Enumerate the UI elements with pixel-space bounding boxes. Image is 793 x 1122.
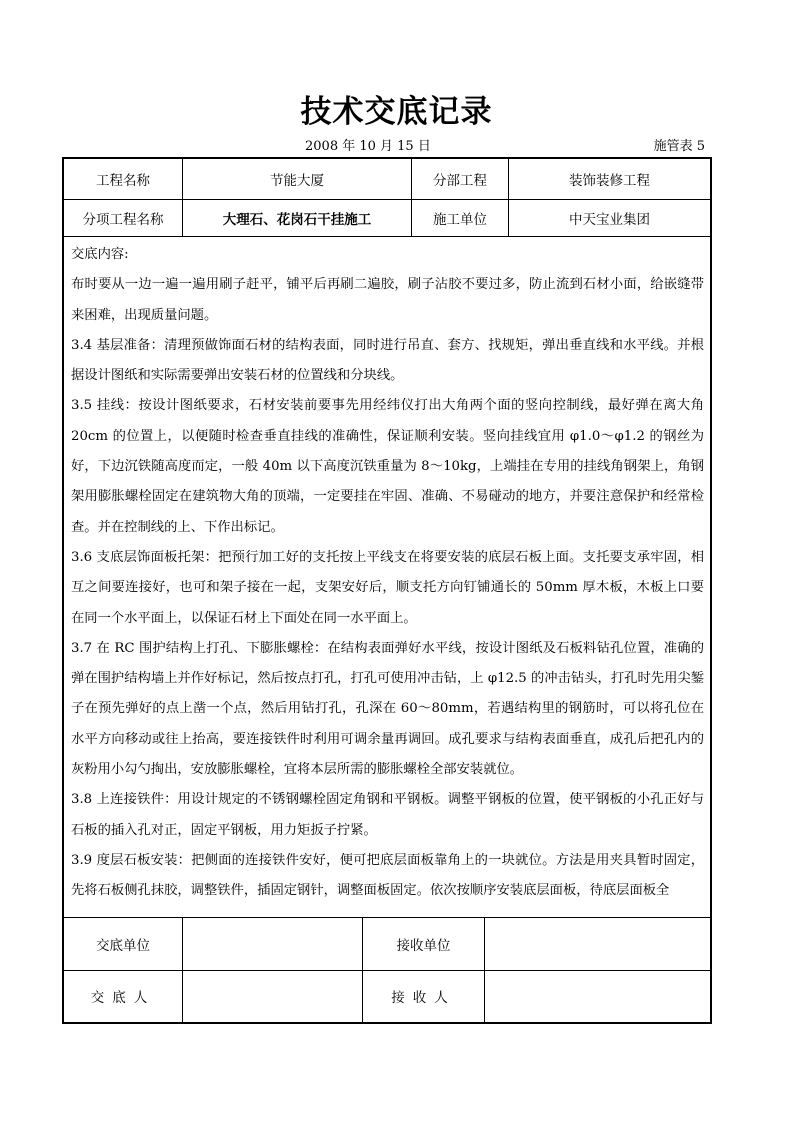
- disclosure-content: [64, 236, 710, 918]
- division-value: 装饰装修工程: [569, 173, 650, 189]
- project-name-label: 工程名称: [64, 159, 183, 199]
- receiver-person-field[interactable]: [485, 970, 710, 1022]
- content-paragraph: 布时要从一边一遍一遍用刷子赶平，铺平后再刷二遍胶，刷子沾胶不要过多，防止流到石材小面，给嵌缝带来困难，出现质量问题。: [71, 277, 704, 323]
- document-title: 技术交底记录: [300, 94, 493, 130]
- info-row-subitem: [64, 199, 710, 237]
- content-paragraph: 3.9 度层石板安装：把侧面的连接铁件安好，便可把底层面板靠角上的一块就位。方法是用夹具暂时固定，先将石板侧孔抹胶，调整铁件，插固定钢针，调整面板固定。依次按顺序安装底层面板，待底层面板全: [71, 852, 704, 899]
- content-paragraph: 3.4 基层准备：清理预做饰面石材的结构表面，同时进行吊直、套方、找规矩，弹出垂直线和水平线。并根据设计图纸和实际需要弹出安装石材的位置线和分块线。: [71, 337, 704, 384]
- contractor-label: 施工单位: [412, 199, 509, 236]
- signature-row-unit: [64, 918, 710, 971]
- receiver-unit-label: 接收单位: [363, 918, 485, 970]
- subitem-value: 大理石、花岗石干挂施工: [183, 199, 412, 236]
- content-paragraph: 3.6 支底层饰面板托架：把预行加工好的支托按上平线支在将要安装的底层石板上面。支托要支承牢固，相互之间要连接好，也可和架子接在一起，支架安好后，顺支托方向钉铺通长的 50mm 厚木板，木板上口要在同一个水平面上，以保证石材上下面处在同一水平面上。: [71, 549, 704, 626]
- issuer-person-label: 交底人: [64, 970, 183, 1022]
- contractor-value: 中天宝业集团: [569, 211, 650, 228]
- signature-row-person: [64, 970, 710, 1022]
- content-heading: 交底内容:: [71, 247, 129, 262]
- receiver-unit-field[interactable]: [485, 918, 710, 970]
- form-number: 施管表 5: [653, 139, 705, 154]
- issuer-unit-label: 交底单位: [64, 918, 183, 970]
- issuer-person-field[interactable]: [183, 970, 363, 1022]
- content-paragraph: 3.8 上连接铁件：用设计规定的不锈钢螺栓固定角钢和平钢板。调整平钢板的位置，使平钢板的小孔正好与石板的插入孔对正，固定平钢板，用力矩扳子拧紧。: [71, 792, 704, 838]
- content-paragraph: 3.7 在 RC 围护结构上打孔、下膨胀螺栓：在结构表面弹好水平线，按设计图纸及石板料钻孔位置，准确的弹在围护结构墙上并作好标记，然后按点打孔，打孔可使用冲击钻，上 φ12.5 的冲击钻头，打孔时先用尖錾子在预先弹好的点上凿一个点，然后用钻打孔，孔深在 60～80mm，若遇结构里的钢筋时，可以将孔位在水平方向移动或往上抬高，要连接铁件时利用可调余量再调回。成孔要求与结构表面垂直，成孔后把孔内的灰粉用小勾勺掏出，安放膨胀螺栓，宜将本层所需的膨胀螺栓全部安装就位。: [71, 640, 704, 778]
- subitem-label: 分项工程名称: [64, 199, 183, 236]
- project-name-value: 节能大厦: [183, 159, 412, 199]
- division-label: 分部工程: [412, 159, 509, 199]
- receiver-person-label: 接收人: [363, 970, 485, 1022]
- disclosure-table: [62, 157, 712, 1024]
- issuer-unit-field[interactable]: [183, 918, 363, 970]
- content-paragraph: 3.5 挂线：按设计图纸要求，石材安装前要事先用经纬仪打出大角两个面的竖向控制线，最好弹在离大角 20cm 的位置上，以便随时检查垂直挂线的准确性，保证顺利安装。竖向挂线宜用 φ1.0～φ1.2 的钢丝为好，下边沉铁随高度而定，一般 40m 以下高度沉铁重量为 8～10kg，上端挂在专用的挂线角钢架上，角钢架用膨胀螺栓固定在建筑物大角的顶端，一定要挂在牢固、准确、不易碰动的地方，并要注意保护和经常检查。并在控制线的上、下作出标记。: [71, 398, 704, 535]
- info-row-project: [64, 159, 710, 200]
- document-date: 2008 年 10 月 15 日: [305, 139, 431, 154]
